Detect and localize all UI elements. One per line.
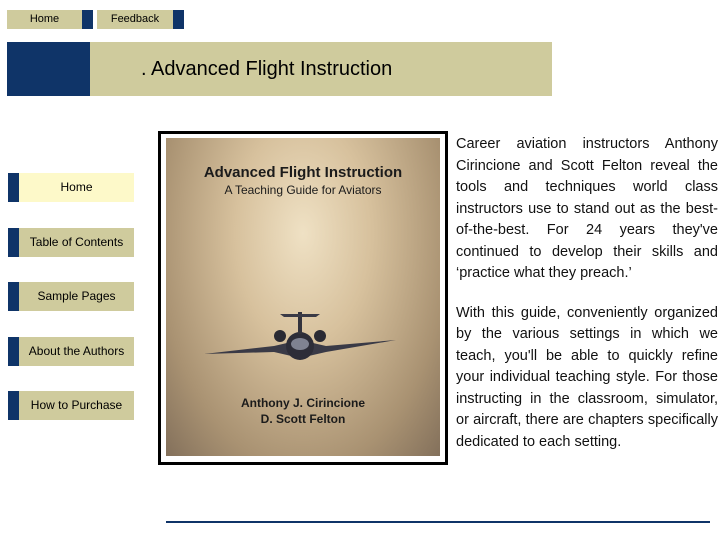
side-nav-label: Sample Pages <box>37 289 116 303</box>
side-nav-marker <box>8 337 19 366</box>
description-paragraph-1: Career aviation instructors Anthony Cirincione and Scott Felton reveal the tools and techniques world class instructors use to stand out as the best-of-the-best. For 24 years they've continued to develop their skills and ‘practice what they preach.’ <box>456 136 718 281</box>
side-nav-label: About the Authors <box>28 344 125 358</box>
side-nav-marker <box>8 391 19 420</box>
side-nav-item-sample-pages[interactable] <box>8 282 134 311</box>
side-nav-marker <box>8 228 19 257</box>
side-nav-marker <box>8 173 19 202</box>
side-nav-item-table-of-contents[interactable] <box>8 228 134 257</box>
book-cover-subtitle: A Teaching Guide for Aviators <box>224 183 382 197</box>
side-nav-marker <box>8 282 19 311</box>
book-cover-art <box>166 138 440 456</box>
page-title: . Advanced Flight Instruction <box>141 58 393 80</box>
top-nav-marker <box>82 10 93 29</box>
book-cover-title: Advanced Flight Instruction <box>203 164 403 181</box>
top-nav-marker <box>173 10 184 29</box>
book-cover <box>158 131 448 465</box>
jet-plane-icon <box>204 306 398 366</box>
description-paragraph-2: With this guide, conveniently organized by the various settings in which we teach, you'll be able to quickly refine your individual teaching style. For those instructing in the classroom, simulator, or aircraft, there are chapters specifically dedicated to each setting. <box>456 304 718 450</box>
side-nav-item-how-to-purchase[interactable] <box>8 391 134 420</box>
top-nav <box>7 10 184 29</box>
book-cover-author-1: Anthony J. Cirincione <box>240 396 365 410</box>
header-accent-block <box>7 42 90 96</box>
book-cover-author-2: D. Scott Felton <box>260 412 346 426</box>
side-nav-label: How to Purchase <box>30 398 123 412</box>
footer-divider <box>166 521 710 523</box>
book-description <box>456 134 718 471</box>
side-nav-label: Table of Contents <box>29 235 124 249</box>
side-nav-item-home[interactable] <box>8 173 134 202</box>
top-nav-home-button[interactable]: Home <box>7 10 82 29</box>
side-nav-label: Home <box>60 180 93 194</box>
side-nav-item-about-the-authors[interactable] <box>8 337 134 366</box>
top-nav-feedback-button[interactable]: Feedback <box>97 10 173 29</box>
header-banner <box>7 42 552 96</box>
